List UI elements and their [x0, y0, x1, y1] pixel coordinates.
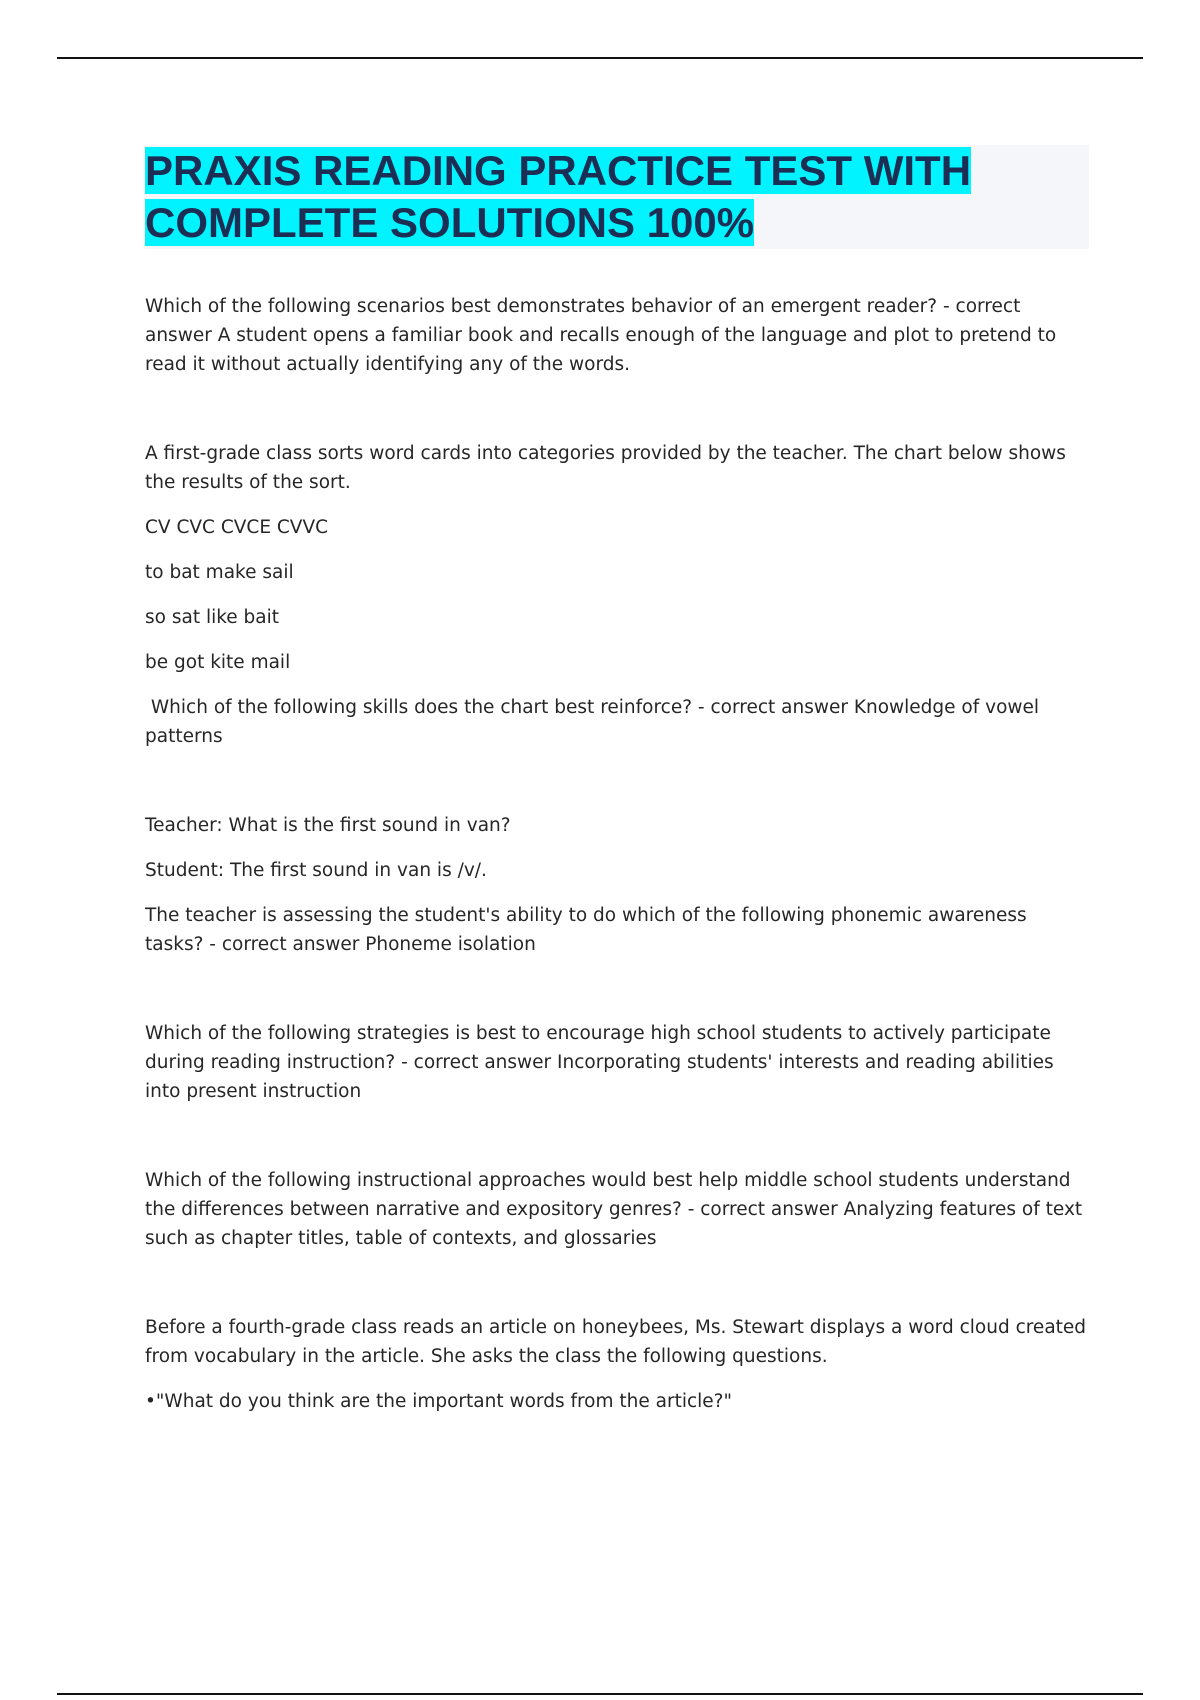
page-title [145, 145, 1089, 249]
question-2: Which of the following skills does the chart best reinforce? - correct answer Knowledge of vowel patterns [145, 697, 1045, 747]
chart-row-header: CV CVC CVCE CVVC [145, 517, 329, 538]
question-6-intro: Before a fourth-grade class reads an article on honeybees, Ms. Stewart displays a word cloud created from vocabulary in the article. She asks the class the following questions. [145, 1317, 1087, 1367]
chart-row-2: so sat like bait [145, 607, 280, 628]
header-rule [57, 57, 1143, 59]
title-block [145, 145, 1089, 249]
document-body [145, 292, 1090, 1416]
question-3: The teacher is assessing the student's ability to do which of the following phonemic awareness tasks? - correct answer Phoneme isolation [145, 905, 1027, 955]
title-line-2: COMPLETE SOLUTIONS 100% [145, 199, 755, 246]
question-2-intro: A first-grade class sorts word cards into categories provided by the teacher. The chart below shows the results of the sort. [145, 443, 1066, 493]
question-5: Which of the following instructional approaches would best help middle school students understand the differences between narrative and expository genres? - correct answer Analyzing features of text such as chapter titles, table of contexts, and glossaries [145, 1170, 1083, 1249]
chart-row-1: to bat make sail [145, 562, 294, 583]
title-line-1: PRAXIS READING PRACTICE TEST WITH [145, 147, 972, 194]
question-1: Which of the following scenarios best demonstrates behavior of an emergent reader? - correct answer A student opens a familiar book and recalls enough of the language and plot to pretend to read it without actually identifying any of the words. [145, 296, 1057, 375]
question-6-bullet: •"What do you think are the important words from the article?" [145, 1391, 733, 1412]
question-4: Which of the following strategies is best to encourage high school students to actively participate during reading instruction? - correct answer Incorporating students' interests and reading abilities into present instruction [145, 1023, 1054, 1102]
question-3-student: Student: The first sound in van is /v/. [145, 860, 487, 881]
chart-row-3: be got kite mail [145, 652, 291, 673]
question-3-teacher: Teacher: What is the first sound in van? [145, 815, 511, 836]
footer-rule [57, 1693, 1143, 1695]
